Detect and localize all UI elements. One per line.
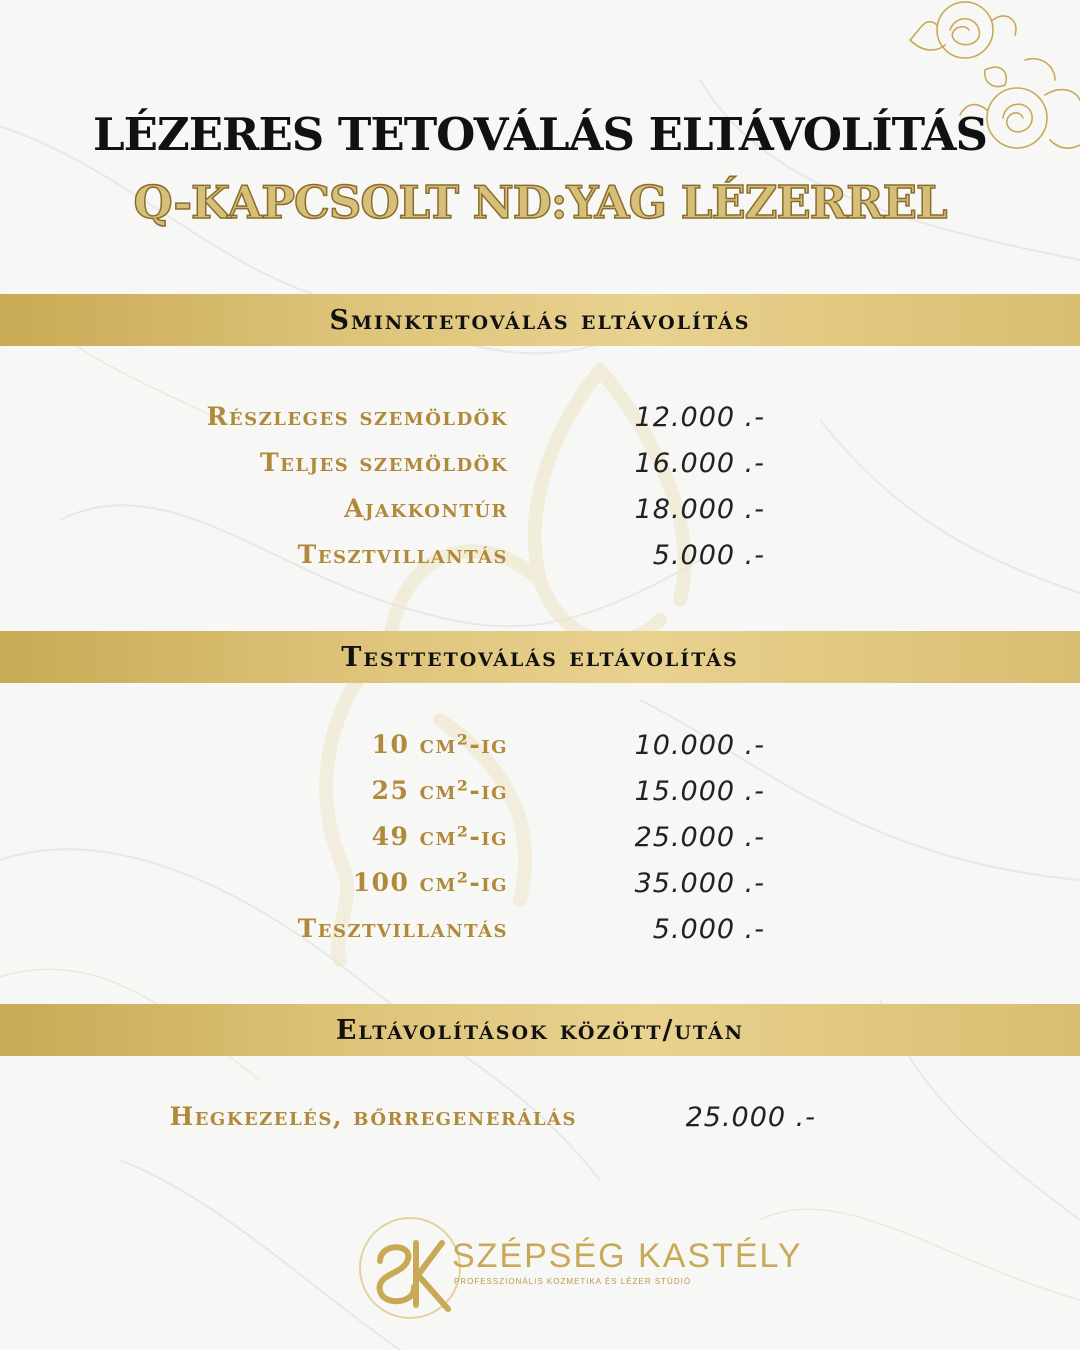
service-price: 18.000 .- bbox=[634, 494, 765, 525]
service-price: 10.000 .- bbox=[634, 730, 765, 761]
section-title: Eltávolítások között/után bbox=[335, 1014, 745, 1046]
price-row bbox=[0, 868, 1080, 908]
price-row bbox=[0, 776, 1080, 816]
service-label: 100 cm²-ig bbox=[352, 868, 508, 897]
price-row bbox=[0, 494, 1080, 534]
service-label: Teljes szemöldök bbox=[260, 448, 508, 477]
service-price: 15.000 .- bbox=[634, 776, 765, 807]
section-header-aftercare bbox=[0, 1004, 1080, 1056]
price-row bbox=[0, 1102, 1080, 1142]
price-row bbox=[0, 448, 1080, 488]
price-row bbox=[0, 402, 1080, 442]
service-label: Tesztvillantás bbox=[297, 914, 508, 943]
brand-logo bbox=[350, 1213, 803, 1323]
service-price: 35.000 .- bbox=[634, 868, 765, 899]
section-header-body-tattoo bbox=[0, 631, 1080, 683]
page-title: LÉZERES TETOVÁLÁS ELTÁVOLÍTÁS bbox=[92, 108, 988, 161]
brand-tagline: PROFESSZIONÁLIS KOZMETIKA ÉS LÉZER STÚDIÓ bbox=[454, 1277, 692, 1286]
service-label: Részleges szemöldök bbox=[206, 402, 508, 431]
service-price: 5.000 .- bbox=[652, 540, 765, 571]
brand-name: SZÉPSÉG KASTÉLY bbox=[452, 1237, 803, 1275]
page-subtitle: Q-KAPCSOLT ND:YAG LÉZERREL bbox=[133, 176, 947, 229]
service-label: Tesztvillantás bbox=[297, 540, 508, 569]
service-label: 10 cm²-ig bbox=[371, 730, 508, 759]
section-title: Sminktetoválás eltávolítás bbox=[329, 304, 751, 336]
service-price: 25.000 .- bbox=[634, 822, 765, 853]
price-row bbox=[0, 822, 1080, 862]
service-label: Ajakkontúr bbox=[344, 494, 508, 523]
service-label: Hegkezelés, bőrregenerálás bbox=[169, 1102, 577, 1131]
service-price: 16.000 .- bbox=[634, 448, 765, 479]
section-header-permanent-makeup bbox=[0, 294, 1080, 346]
section-title: Testtetoválás eltávolítás bbox=[341, 641, 739, 673]
service-label: 25 cm²-ig bbox=[371, 776, 508, 805]
price-row bbox=[0, 730, 1080, 770]
service-label: 49 cm²-ig bbox=[371, 822, 508, 851]
price-row bbox=[0, 540, 1080, 580]
service-price: 5.000 .- bbox=[652, 914, 765, 945]
service-price: 12.000 .- bbox=[634, 402, 765, 433]
price-row bbox=[0, 914, 1080, 954]
service-price: 25.000 .- bbox=[685, 1102, 816, 1133]
